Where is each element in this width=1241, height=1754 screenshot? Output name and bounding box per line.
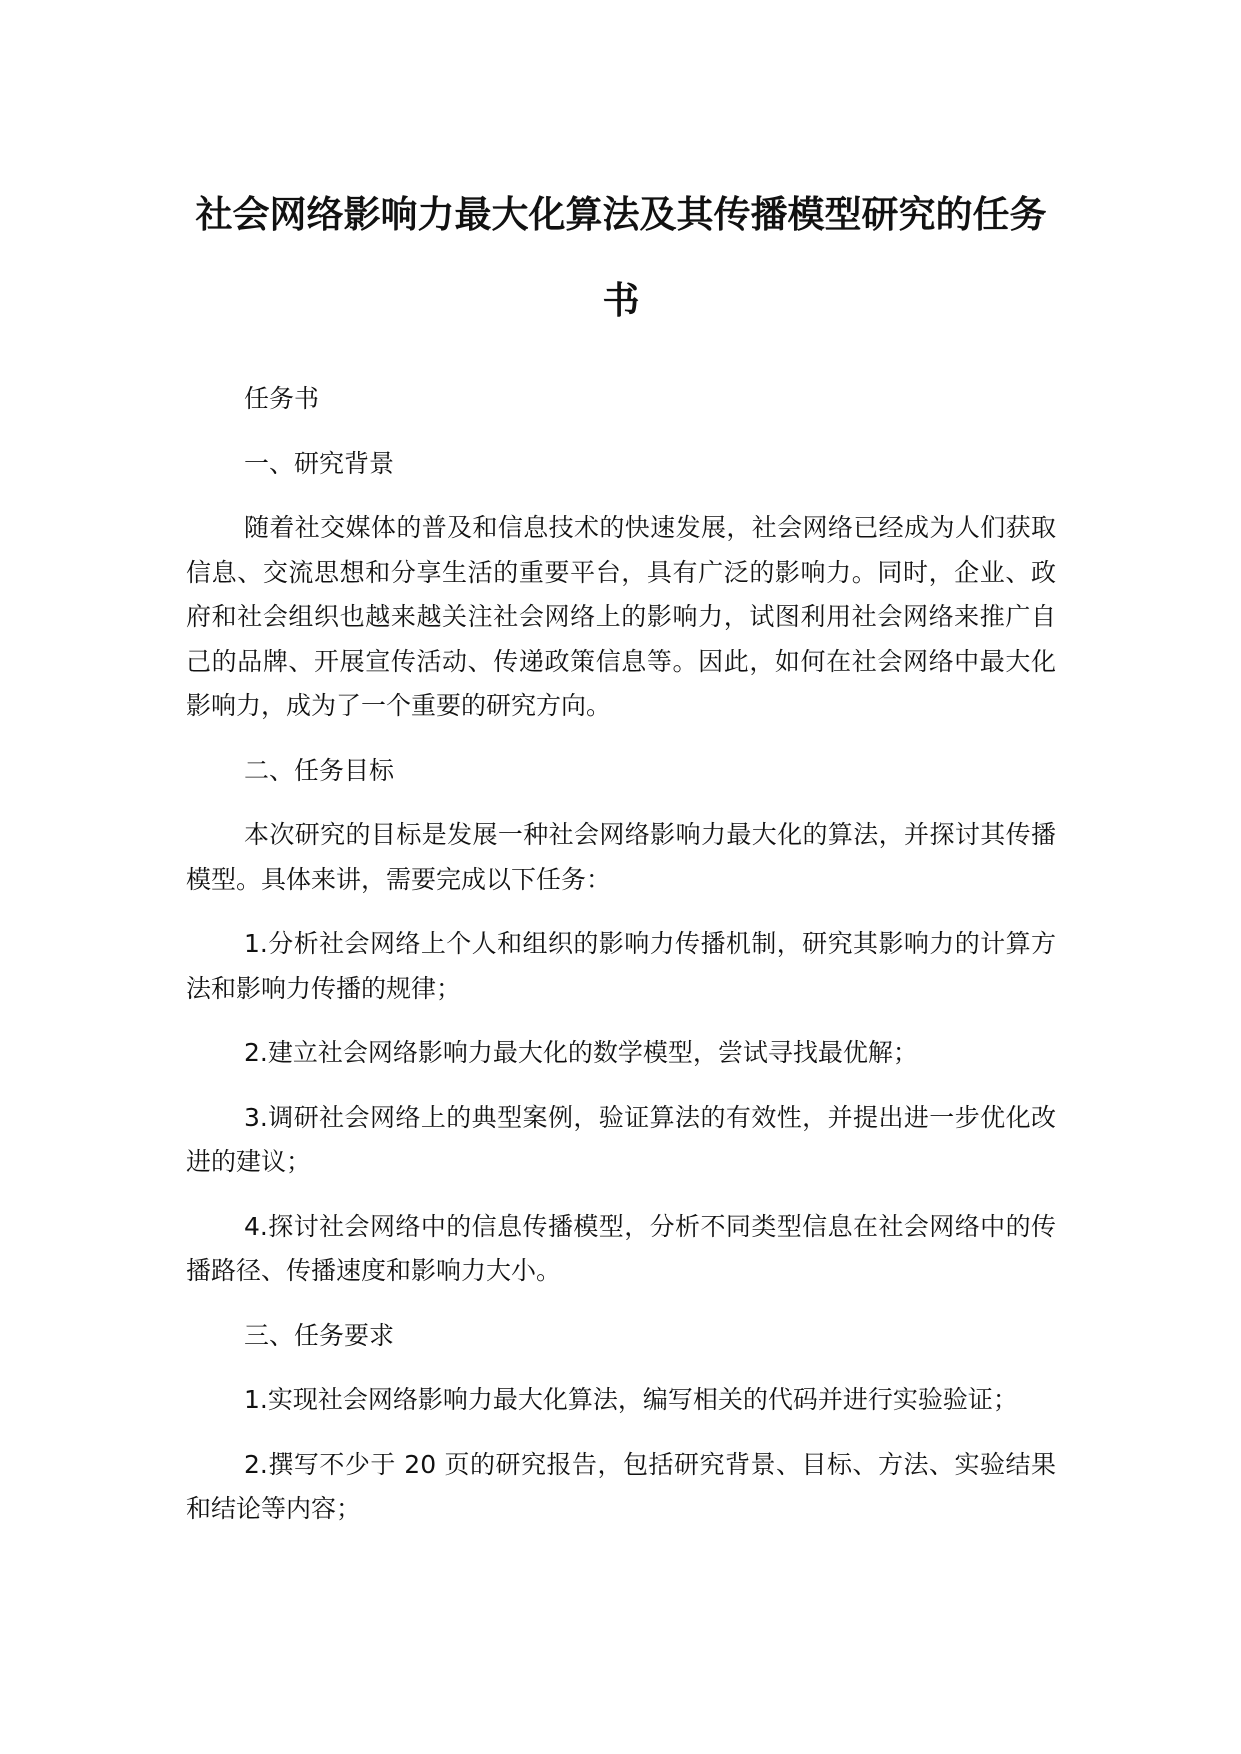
paragraph-background: 随着社交媒体的普及和信息技术的快速发展，社会网络已经成为人们获取信息、交流思想和分享生活的重要平台，具有广泛的影响力。同时，企业、政府和社会组织也越来越关注社会网络上的影响力，试图利用社会网络来推广自己的品牌、开展宣传活动、传递政策信息等。因此，如何在社会网络中最大化影响力，成为了一个重要的研究方向。 [186,513,1056,720]
list-item-objective-3: 3.调研社会网络上的典型案例，验证算法的有效性，并提出进一步优化改进的建议； [186,1102,1056,1176]
paragraph-heading-task-book: 任务书 [244,384,320,413]
list-item-objective-1: 1.分析社会网络上个人和组织的影响力传播机制，研究其影响力的计算方法和影响力传播的规律； [186,929,1056,1003]
section-heading-objectives: 二、任务目标 [244,755,395,785]
section-heading-requirements: 三、任务要求 [244,1320,395,1350]
list-item-objective-4: 4.探讨社会网络中的信息传播模型，分析不同类型信息在社会网络中的传播路径、传播速度和影响力大小。 [186,1211,1056,1285]
section-heading-background: 一、研究背景 [244,448,395,478]
list-item-requirement-2: 2.撰写不少于 20 页的研究报告，包括研究背景、目标、方法、实验结果和结论等内容； [186,1449,1056,1523]
document-body [186,377,1056,1552]
paragraph-objectives: 本次研究的目标是发展一种社会网络影响力最大化的算法，并探讨其传播模型。具体来讲，需要完成以下任务： [186,820,1056,894]
list-item-objective-2: 2.建立社会网络影响力最大化的数学模型，尝试寻找最优解； [244,1038,918,1067]
list-item-requirement-1: 1.实现社会网络影响力最大化算法，编写相关的代码并进行实验验证； [244,1385,1018,1414]
document-title: 社会网络影响力最大化算法及其传播模型研究的任务书 [195,193,1047,322]
